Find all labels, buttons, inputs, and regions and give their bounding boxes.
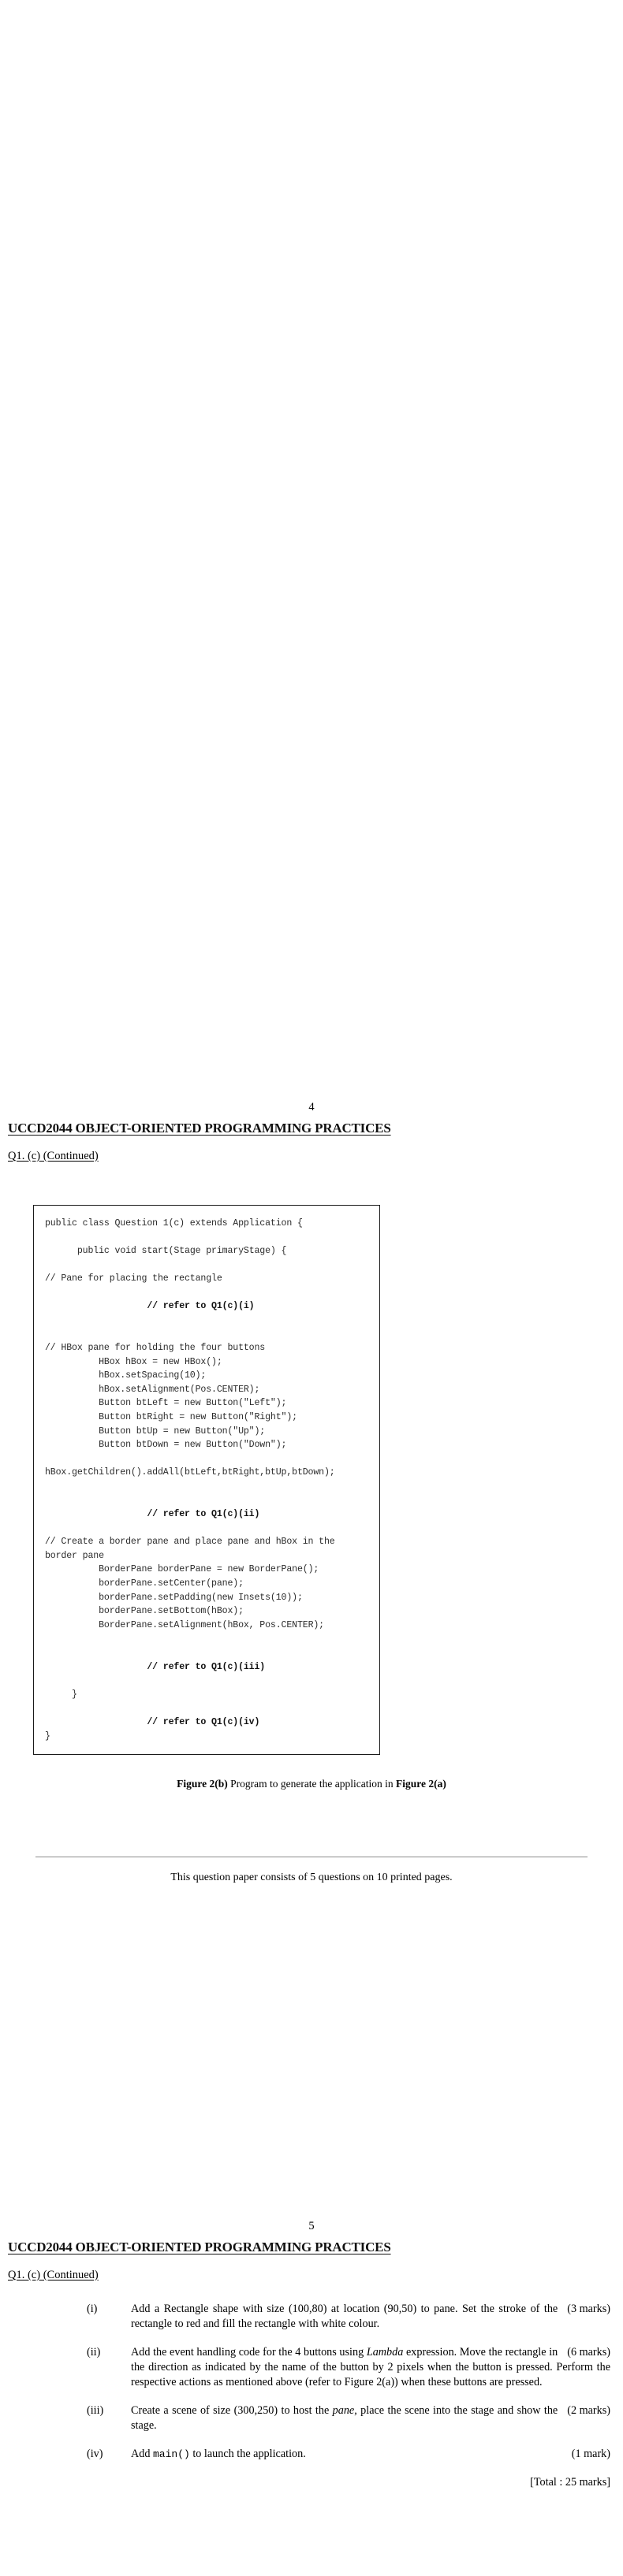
code-line: Button btRight = new Button("Right"); <box>45 1411 297 1422</box>
question-item-body <box>131 2302 612 2332</box>
question-item-text: Create a scene of size (300,250) to host the pane, place the scene into the stage and show the stage. <box>131 2403 558 2432</box>
code-line: borderPane.setBottom(hBox); <box>45 1606 244 1617</box>
question-item <box>8 2302 612 2332</box>
code-line: hBox.setAlignment(Pos.CENTER); <box>45 1384 260 1395</box>
question-item-text: Add main() to launch the application. <box>131 2447 306 2460</box>
code-line: // HBox pane for holding the four buttons <box>45 1342 266 1353</box>
code-line <box>45 1230 371 1244</box>
code-line <box>45 1522 371 1536</box>
question-item <box>8 2447 612 2462</box>
code-line: Button btUp = new Button("Up"); <box>45 1426 266 1437</box>
code-line <box>45 1632 371 1646</box>
code-line: BorderPane.setAlignment(hBox, Pos.CENTER); <box>45 1619 324 1630</box>
code-line <box>45 1480 371 1494</box>
question-item <box>8 2345 612 2390</box>
figure-caption-text: Program to generate the application in <box>227 1778 397 1790</box>
question-item-marker: (i) <box>87 2302 98 2315</box>
code-line <box>45 1674 371 1688</box>
code-line: hBox.setSpacing(10); <box>45 1370 207 1381</box>
code-line-refer: // refer to Q1(c)(iv) <box>45 1716 260 1727</box>
page-number-5: 5 <box>308 2220 315 2232</box>
code-line <box>45 1327 371 1341</box>
code-listing-box <box>33 1205 380 1756</box>
code-line-refer: // refer to Q1(c)(iii) <box>45 1661 266 1672</box>
question-item-text: Add the event handling code for the 4 buttons using Lambda expression. Move the rectangle in the direction as indicated by the name of the button by 2 pixels when the button is pressed. Perform the respective actions as mentioned above (refer to Figure 2(a)) when these buttons are pressed. <box>131 2345 610 2388</box>
course-header: UCCD2044 OBJECT-ORIENTED PROGRAMMING PRACTICES <box>8 1120 391 1136</box>
code-line: // Pane for placing the rectangle <box>45 1273 222 1284</box>
code-line <box>45 1286 371 1300</box>
code-line: borderPane.setCenter(pane); <box>45 1578 244 1589</box>
question-item-body <box>131 2345 612 2390</box>
figure-caption-ref: Figure 2(a) <box>396 1778 446 1790</box>
code-line <box>45 1646 371 1660</box>
code-line: HBox hBox = new HBox(); <box>45 1356 222 1367</box>
code-line <box>45 1314 371 1328</box>
question-item-body <box>131 2403 612 2433</box>
figure-caption-label: Figure 2(b) <box>177 1778 228 1790</box>
course-header-page5: UCCD2044 OBJECT-ORIENTED PROGRAMMING PRACTICES <box>8 2239 391 2254</box>
question-items-list <box>0 2302 623 2462</box>
question-item-body <box>131 2447 612 2462</box>
question-item-marker: (iv) <box>87 2447 103 2460</box>
question-item-text: Add a Rectangle shape with size (100,80) at location (90,50) to pane. Set the stroke of the rectangle to red and fill the rectangle with white colour. <box>131 2302 558 2330</box>
code-line: public class Question 1(c) extends Application { <box>45 1217 303 1229</box>
question-item-marks: (3 marks) <box>567 2302 610 2315</box>
question-item <box>8 2403 612 2433</box>
page-5 <box>0 2199 623 2576</box>
total-marks: [Total : 25 marks] <box>530 2475 610 2489</box>
question-item-marks: (2 marks) <box>567 2403 610 2417</box>
code-line: } <box>45 1730 50 1741</box>
code-line: // Create a border pane and place pane and hBox in the border pane <box>45 1537 341 1561</box>
code-line <box>45 1258 371 1272</box>
code-line: public void start(Stage primaryStage) { <box>45 1245 287 1256</box>
question-label: Q1. (c) (Continued) <box>8 1149 99 1162</box>
question-item-marks: (6 marks) <box>567 2345 610 2359</box>
code-line-refer: // refer to Q1(c)(ii) <box>45 1509 260 1520</box>
code-line: hBox.getChildren().addAll(btLeft,btRight,btUp,btDown); <box>45 1467 335 1478</box>
figure-caption <box>0 1777 623 1792</box>
question-item-marker: (iii) <box>87 2403 104 2417</box>
code-line: } <box>45 1689 77 1700</box>
code-line <box>45 1452 371 1466</box>
code-line <box>45 1493 371 1507</box>
page-number-4: 4 <box>308 1101 315 1113</box>
code-line-refer: // refer to Q1(c)(i) <box>45 1301 255 1312</box>
code-line <box>45 1701 371 1715</box>
question-item-marker: (ii) <box>87 2345 101 2359</box>
code-line: BorderPane borderPane = new BorderPane(); <box>45 1564 319 1575</box>
code-line: Button btLeft = new Button("Left"); <box>45 1398 287 1409</box>
question-label-page5: Q1. (c) (Continued) <box>8 2268 99 2281</box>
footer-note: This question paper consists of 5 questions on 10 printed pages. <box>170 1872 453 1884</box>
code-line: Button btDown = new Button("Down"); <box>45 1440 287 1451</box>
code-listing <box>45 1217 371 1744</box>
code-line: borderPane.setPadding(new Insets(10)); <box>45 1592 303 1603</box>
question-item-marks: (1 mark) <box>571 2447 610 2460</box>
